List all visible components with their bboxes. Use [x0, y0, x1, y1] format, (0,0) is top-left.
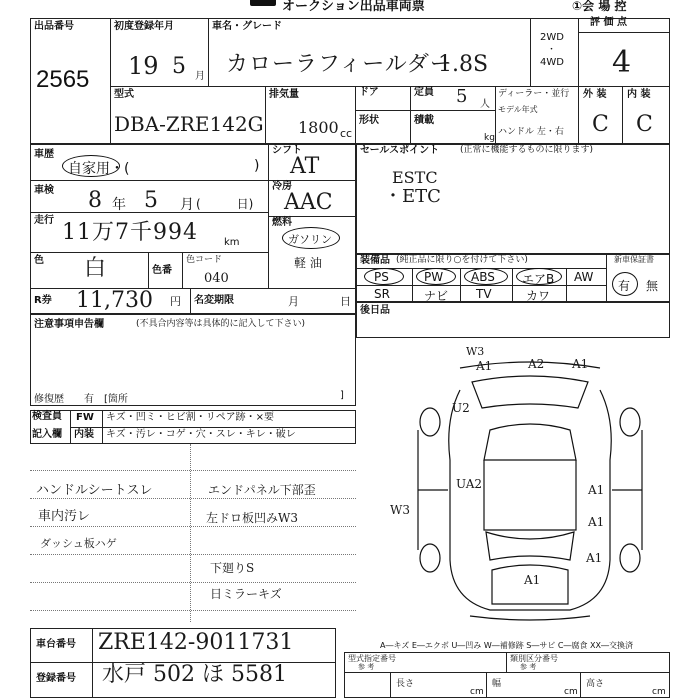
mark-w3-left: W3	[390, 503, 410, 517]
equip-sr: SR	[374, 287, 390, 301]
registration-label: 登録番号	[36, 673, 76, 684]
dealer-label: ディーラー・並行	[498, 89, 570, 99]
fuel-label: 燃料	[272, 217, 292, 228]
type-designation-label: 型式指定番号	[348, 654, 396, 663]
warranty-label: 新車保証書	[614, 255, 654, 264]
note-left-3: ダッシュ板ハゲ	[40, 537, 117, 550]
mark-a1-top-left: A1	[476, 359, 493, 373]
equip-navi: ナビ	[424, 289, 449, 303]
note-left-1: ハンドルシートスレ	[36, 483, 153, 498]
length-unit: cm	[470, 687, 484, 697]
mark-a1-hood: A1	[524, 573, 541, 587]
first-registration-label: 初度登録年月	[114, 21, 174, 32]
drive-2wd: 2WD	[540, 32, 564, 43]
shape-label: 形状	[359, 115, 379, 126]
color-code-value: 040	[204, 271, 229, 286]
mark-a1-top-right: A1	[572, 357, 589, 371]
selling-points-label: セールスポイント	[360, 145, 440, 156]
name-change-day: 日	[340, 295, 351, 308]
mark-w3-top: W3	[466, 345, 485, 358]
recycle-label: R券	[34, 295, 52, 306]
usage-close: )	[254, 158, 260, 174]
car-grade: 1.8S	[438, 52, 489, 77]
capacity-value: 5	[456, 86, 468, 107]
mileage-label: 走行	[34, 215, 54, 226]
mark-u2: U2	[452, 401, 470, 415]
in-items: キズ・汚レ・コゲ・穴・スレ・キレ・破レ	[106, 429, 296, 440]
first-registration-month: 5	[172, 54, 186, 79]
equipment-label: 装備品	[360, 255, 390, 266]
inspection-month-unit: 月	[180, 197, 194, 213]
score-value: 4	[612, 45, 632, 80]
mark-a1-right-1: A1	[588, 483, 605, 497]
score-label: 評 価 点	[590, 17, 627, 28]
equip-aw: AW	[574, 270, 594, 284]
selling-item-1: ESTC	[392, 168, 438, 187]
fw-items: キズ・凹ミ・ヒビ割・リペア跡・×要	[106, 412, 274, 423]
lot-label: 出品番号	[34, 21, 74, 32]
equip-pw: PW	[424, 270, 444, 284]
load-unit: kg	[484, 133, 495, 143]
equip-airbag: エアB	[522, 272, 555, 286]
color-code-label: 色コード	[186, 255, 223, 265]
color-value: 白	[84, 256, 107, 281]
after-date-label: 後日品	[360, 305, 390, 316]
note-right-4: 日ミラーキズ	[210, 587, 282, 601]
model-label: 型式	[114, 89, 134, 100]
door-label: ドア	[359, 87, 379, 98]
warranty-no: 無	[646, 279, 659, 293]
mark-ua2: UA2	[456, 477, 483, 491]
fuel-gasoline: ガソリン	[288, 233, 332, 246]
equip-leather: カワ	[526, 289, 551, 303]
entry-label: 記入欄	[32, 429, 62, 440]
displacement-label: 排気量	[269, 89, 299, 100]
type-ref-label: 参 考	[358, 663, 375, 671]
class-number-label: 類別区分番号	[510, 654, 558, 663]
mark-a1-bottom-right: A1	[586, 551, 603, 565]
load-label: 積載	[414, 115, 434, 126]
first-registration-month-unit: 月	[195, 71, 205, 82]
mileage-value: 11万7千994	[62, 220, 198, 245]
model-year-label: モデル年式	[498, 105, 538, 114]
note-right-3: 下廻りS	[210, 561, 255, 575]
recycle-unit: 円	[170, 295, 181, 308]
fw-label: FW	[76, 412, 94, 423]
width-unit: cm	[564, 687, 578, 697]
color-code-label-short: 色番	[152, 265, 172, 276]
chassis-value: ZRE142-9011731	[98, 630, 294, 655]
inspection-label: 車検	[34, 185, 54, 196]
selling-points-note: (正常に機能するものに限ります)	[460, 145, 594, 155]
registration-value: 水戸 502 ほ 5581	[102, 662, 287, 687]
ac-value: AAC	[284, 190, 333, 215]
capacity-unit: 人	[480, 99, 490, 110]
repair-history: 修復歴 有 [箇所	[34, 394, 128, 405]
repair-close: ]	[340, 390, 344, 401]
mileage-unit: km	[224, 237, 240, 248]
exterior-grade: C	[592, 112, 609, 137]
color-label: 色	[34, 255, 44, 266]
damage-legend: A―キズ E―エクボ U―凹み W―補修跡 S―サビ C―腐食 XX―交換済	[380, 641, 634, 650]
usage-value: 自家用・(	[68, 161, 130, 177]
exterior-label: 外 装	[583, 89, 607, 100]
lot-number: 2565	[36, 66, 90, 93]
shift-value: AT	[290, 154, 320, 179]
displacement-value: 1800	[298, 118, 339, 137]
capacity-label: 定員	[414, 87, 434, 98]
mark-a2-top: A2	[528, 357, 545, 371]
model-value: DBA-ZRE142G	[114, 112, 264, 136]
header-logo	[250, 0, 276, 6]
note-right-2: 左ドロ板凹みW3	[206, 511, 298, 525]
car-name: カローラフィールダー	[226, 52, 453, 77]
venue-tag: ①会 場 控	[572, 0, 627, 13]
after-date-block	[356, 302, 670, 338]
note-left-2: 車内汚レ	[38, 509, 91, 524]
mark-a1-right-2: A1	[588, 515, 605, 529]
equipment-note: (純正品に限り○を付けて下さい)	[396, 255, 528, 265]
shift-label: シフト	[272, 145, 302, 156]
name-change-month: 月	[288, 295, 299, 308]
notice-label: 注意事項申告欄	[34, 319, 104, 330]
fuel-diesel: 軽 油	[294, 256, 322, 270]
drive-dot: ・	[547, 45, 557, 55]
notice-note: (不具合内容等は具体的に記入して下さい)	[136, 319, 306, 329]
warranty-yes: 有	[618, 279, 631, 293]
interior-grade: C	[636, 112, 653, 137]
usage-label: 車歴	[34, 149, 54, 160]
selling-item-2: ・ETC	[384, 186, 441, 207]
in-label: 内装	[74, 429, 94, 440]
class-ref-label: 参 考	[520, 663, 537, 671]
height-unit: cm	[652, 687, 666, 697]
inspector-label: 検査員	[32, 411, 62, 422]
inspection-month: 5	[144, 188, 158, 213]
chassis-label: 車台番号	[36, 639, 76, 650]
equip-abs: ABS	[471, 270, 495, 284]
first-registration-year: 19	[128, 52, 159, 80]
equip-tv: TV	[476, 287, 492, 301]
drive-4wd: 4WD	[540, 57, 564, 68]
header-title: オークション出品車両票	[282, 0, 425, 14]
recycle-value: 11,730	[76, 288, 153, 313]
handle-label: ハンドル 左・右	[498, 127, 564, 137]
width-label: 幅	[492, 679, 502, 689]
name-change-label: 名変期限	[194, 295, 234, 306]
height-label: 高さ	[586, 679, 605, 689]
length-label: 長さ	[396, 679, 415, 689]
inspection-year: 8	[88, 188, 102, 213]
interior-label: 内 装	[627, 89, 651, 100]
inspection-year-unit: 年	[112, 197, 126, 213]
displacement-unit: cc	[340, 127, 353, 140]
ac-label: 冷房	[272, 181, 292, 192]
car-name-label: 車名・グレード	[212, 21, 282, 32]
equip-ps: PS	[374, 270, 389, 284]
note-right-1: エンドパネル下部歪	[208, 483, 316, 497]
inspection-day-unit: ( 日)	[196, 197, 254, 211]
